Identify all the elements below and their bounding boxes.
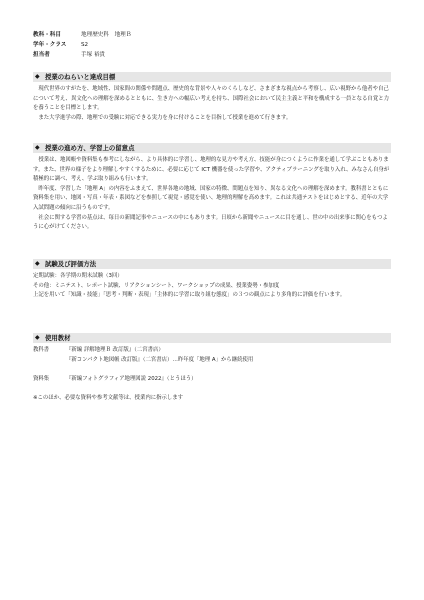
textbook-line: 『新コンパクト地図帳 改訂版』（二宮書店）…昨年度「地理 A」から継続使用 xyxy=(66,356,254,363)
resource-row xyxy=(33,375,391,385)
meta-value: S2 xyxy=(81,42,89,48)
meta-value: 手塚 裕貴 xyxy=(81,52,106,58)
section-title: 授業の進め方、学習上の留意点 xyxy=(45,144,135,152)
resource-line: 『新編フォトグラフィア地理図説 2022』（とうほう） xyxy=(66,375,197,382)
course-meta xyxy=(33,30,131,60)
materials-note: ※このほか、必要な資料や参考文献等は、授業内に指示します xyxy=(33,394,184,401)
diamond-icon: ◆ xyxy=(35,334,40,341)
textbook-line: 『新編 詳解地理Ｂ 改訂版』（二宮書店） xyxy=(66,347,164,353)
section-title: 試験及び評価方法 xyxy=(45,260,97,268)
paragraph: 社会に関する学習の基点は、毎日の新聞記事やニュースの中にもあります。日頃から新聞やニュースに目を通し、世の中の出来事に関心をもつように心がけてください。 xyxy=(33,214,388,231)
meta-value: 地理歴史科 地理Ｂ xyxy=(81,32,132,38)
paragraph: 授業は、地図帳や資料集も参考にしながら、より具体的に学習し、地理的な見方や考え方、技能が身につくように作業を通して学ぶこともあります。また、世界の様子をより理解しやすくするために、必要に応じて ICT 機器を使った学習や、アクティブラーニングを取り入れ、みなさん自身が積極的に調べ、考え、学ぶ取り組みも行います。 xyxy=(33,157,390,183)
section-heading-method xyxy=(33,143,391,153)
resource-label: 資料集 xyxy=(33,375,50,382)
paragraph: また大学進学の際、地理での受験に対応できる実力を身に付けることを目指して授業を進めて行きます。 xyxy=(38,114,292,121)
section-heading-materials xyxy=(33,333,391,343)
section-heading-evaluation xyxy=(33,259,391,269)
diamond-icon: ◆ xyxy=(35,73,40,80)
meta-teacher xyxy=(33,50,131,60)
meta-subject xyxy=(33,30,131,40)
section-title: 使用教材 xyxy=(45,334,71,342)
textbook-row xyxy=(33,356,391,366)
evaluation-line: 定期試験：各学期の期末試験（3回） xyxy=(33,273,123,279)
aims-body xyxy=(33,85,391,123)
method-body xyxy=(33,156,391,233)
evaluation-body xyxy=(33,272,391,301)
section-heading-aims xyxy=(33,72,391,82)
materials-body xyxy=(33,346,391,404)
diamond-icon: ◆ xyxy=(35,144,40,151)
evaluation-line: その他：ミニテスト、レポート試験、リアクションシート、ワークショップの成果、授業姿勢・参加度 xyxy=(33,282,280,289)
meta-grade xyxy=(33,40,131,50)
textbook-label: 教科書 xyxy=(33,347,50,353)
section-title: 授業のねらいと達成目標 xyxy=(45,73,116,81)
paragraph: 昨年度、学習した「地理 A」の内容をふまえて、世界各地の地域、国家の特徴、問題点を知り、異なる文化への理解を深めます。教科書とともに資料集を用い、地図・写真・年表・系図などを参照して視覚・感覚を使い、地理的理解を高めます。これは共通テストをはじめとする、近年の大学入試問題の傾向に沿うものです。 xyxy=(33,185,389,211)
meta-label: 教科・科目 xyxy=(33,32,61,38)
paragraph: 現代世界のすがたを、地域性、国家間の関係や問題点、歴史的な背景や人々のくらしなど、さまざまな視点から考察し、広い視野から他者や自己について考え、異文化への理解を深めるとともに、生き方への幅広い考えを持ち、国際社会において民主主義と平和を構成する一員となる自覚と力を養うことを目標とします。 xyxy=(33,86,389,112)
evaluation-line: 上記を用いて「知識・技能」「思考・判断・表現」「主体的に学習に取り組む態度」の３つの観点により多角的に評価を行います。 xyxy=(33,292,346,299)
meta-label: 担当者 xyxy=(33,52,50,58)
diamond-icon: ◆ xyxy=(35,260,40,267)
textbook-row xyxy=(33,346,391,356)
meta-label: 学年・クラス xyxy=(33,42,67,48)
